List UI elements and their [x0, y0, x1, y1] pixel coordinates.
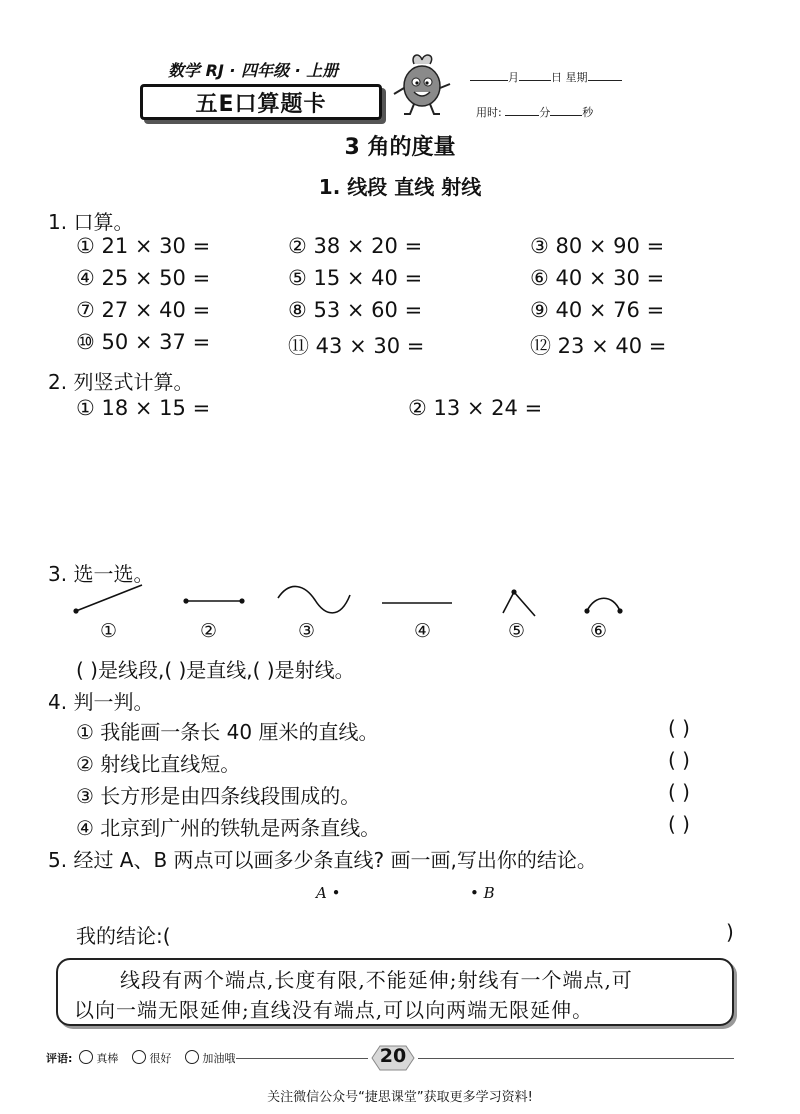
date-month-label: 月: [508, 71, 519, 84]
chapter-title: 3 角的度量: [344, 135, 456, 160]
q2-title: 2. 列竖式计算。: [48, 370, 194, 394]
time-line: [476, 103, 593, 120]
q4-statement: ② 射线比直线短。: [76, 752, 241, 776]
footer-rule: [418, 1058, 734, 1059]
rating-keep-going: 加油哦: [202, 1052, 236, 1065]
line-figures: [0, 580, 800, 620]
rating-excellent: 真棒: [96, 1052, 119, 1065]
judge-answer-box[interactable]: ( ): [668, 748, 690, 772]
q1-item: ② 38 × 20 =: [288, 234, 423, 258]
date-day-label: 日: [551, 71, 562, 84]
date-line: [470, 68, 622, 85]
q1-item: ⑨ 40 × 76 =: [530, 298, 665, 322]
q1-item: ① 21 × 30 =: [76, 234, 211, 258]
figure-6-arc: [584, 598, 622, 613]
time-sec-label: 秒: [582, 106, 594, 119]
q1-item: ③ 80 × 90 =: [530, 234, 665, 258]
figure-2-segment: [183, 598, 244, 603]
card-title-box: [140, 84, 382, 120]
figure-label: ⑤: [508, 620, 526, 642]
q1-item: ④ 25 × 50 =: [76, 266, 211, 290]
q2-item: ② 13 × 24 =: [408, 396, 543, 420]
figure-label: ⑥: [590, 620, 608, 642]
figure-label: ②: [200, 620, 218, 642]
brand-line: 数学 RJ · 四年级 · 上册: [168, 61, 339, 80]
q1-item: ⑥ 40 × 30 =: [530, 266, 665, 290]
q1-item: ⑪ 43 × 30 =: [288, 334, 425, 358]
q4-statement: ④ 北京到广州的铁轨是两条直线。: [76, 816, 381, 840]
cheer-face-icon[interactable]: [185, 1050, 199, 1064]
q1-item: ⑧ 53 × 60 =: [288, 298, 423, 322]
summary-line-2: 以向一端无限延伸;直线没有端点,可以向两端无限延伸。: [74, 998, 594, 1022]
point-b: • B: [470, 884, 495, 902]
figure-label: ④: [414, 620, 432, 642]
comment-label: 评语:: [46, 1052, 73, 1065]
page-number: 20: [379, 1045, 407, 1067]
section-title: 1. 线段 直线 射线: [318, 175, 482, 199]
promo-note: 关注微信公众号“捷思课堂”获取更多学习资料!: [267, 1090, 533, 1105]
figure-label: ①: [100, 620, 118, 642]
conclusion-close: ): [726, 920, 734, 944]
figure-5-angle: [503, 589, 535, 616]
summary-line-1: 线段有两个端点,长度有限,不能延伸;射线有一个端点,可: [120, 968, 633, 992]
card-title: 五E口算题卡: [195, 91, 327, 117]
q2-item: ① 18 × 15 =: [76, 396, 211, 420]
q4-statement: ③ 长方形是由四条线段围成的。: [76, 784, 361, 808]
time-label: 用时:: [476, 106, 502, 119]
q3-answer-line[interactable]: ( )是线段,( )是直线,( )是射线。: [76, 658, 355, 682]
footer-rule: [236, 1058, 368, 1059]
date-weekday-label: 星期: [565, 71, 588, 84]
q1-item: ⑤ 15 × 40 =: [288, 266, 423, 290]
q1-title: 1. 口算。: [48, 210, 134, 234]
rating-bar: [46, 1050, 235, 1066]
figure-3-curve: [278, 586, 350, 612]
q4-title: 4. 判一判。: [48, 690, 154, 714]
q1-item: ⑩ 50 × 37 =: [76, 330, 211, 354]
q5-title: 5. 经过 A、B 两点可以画多少条直线? 画一画,写出你的结论。: [48, 848, 597, 872]
time-min-label: 分: [539, 106, 551, 119]
conclusion-label[interactable]: 我的结论:(: [76, 924, 171, 948]
q1-item: ⑦ 27 × 40 =: [76, 298, 211, 322]
q3-title: 3. 选一选。: [48, 562, 154, 586]
smile-face-icon[interactable]: [79, 1050, 93, 1064]
smile-face-icon[interactable]: [132, 1050, 146, 1064]
q4-statement: ① 我能画一条长 40 厘米的直线。: [76, 720, 379, 744]
point-a: A •: [316, 884, 341, 902]
mascot-illustration: [390, 52, 454, 122]
figure-1-ray: [73, 585, 142, 614]
judge-answer-box[interactable]: ( ): [668, 812, 690, 836]
q1-item: ⑫ 23 × 40 =: [530, 334, 667, 358]
judge-answer-box[interactable]: ( ): [668, 716, 690, 740]
rating-good: 很好: [149, 1052, 172, 1065]
judge-answer-box[interactable]: ( ): [668, 780, 690, 804]
figure-label: ③: [298, 620, 316, 642]
